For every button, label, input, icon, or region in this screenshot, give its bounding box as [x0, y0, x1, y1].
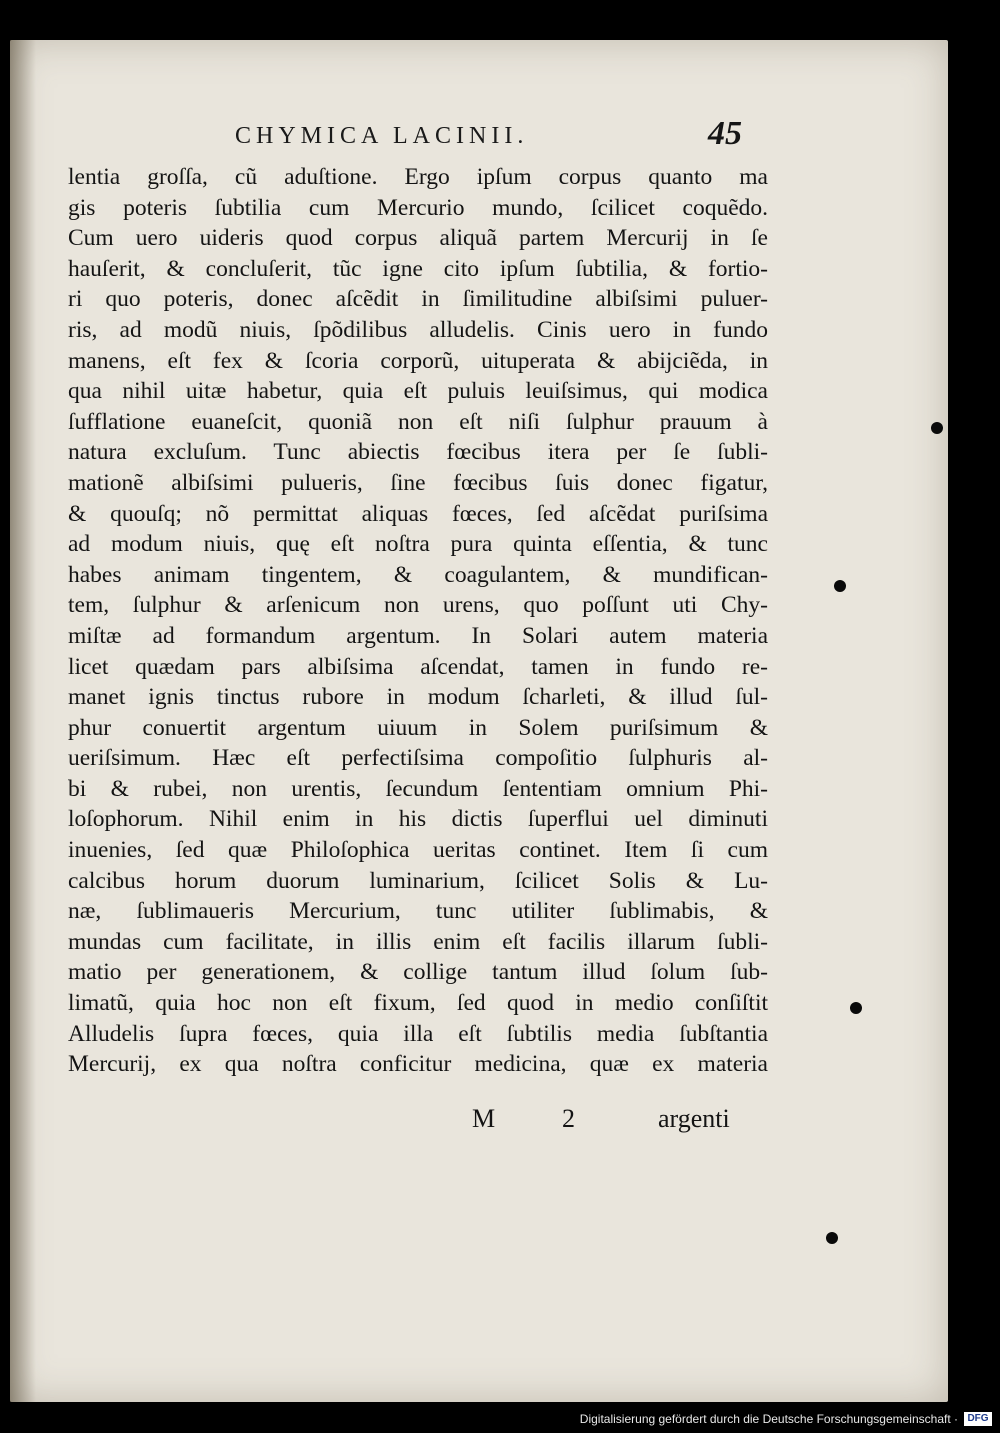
body-text: [68, 162, 768, 1080]
ink-spot: [931, 422, 943, 434]
ink-spot: [850, 1002, 862, 1014]
scanned-page: [10, 40, 948, 1402]
signature-number: 2: [562, 1104, 575, 1133]
funding-notice: Digitalisierung gefördert durch die Deutsche Forschungsgemeinschaft ·: [579, 1412, 958, 1426]
catchword: argenti: [658, 1104, 730, 1133]
running-title: CHYMICA LACINII.: [235, 123, 529, 149]
text-line: ri quo poteris, donec aſcẽdit in ſimilitudine albiſsimi puluer-: [68, 286, 768, 313]
signature-letter: M: [472, 1104, 496, 1133]
text-line: loſophorum. Nihil enim in his dictis ſuperflui uel diminuti: [68, 806, 768, 833]
page-header: [10, 115, 948, 155]
text-line: ad modum niuis, quę eſt noſtra pura quinta eſſentia, & tunc: [68, 531, 768, 558]
text-line: næ, ſublimaueris Mercurium, tunc utiliter ſublimabis, &: [68, 898, 768, 925]
text-line: miſtæ ad formandum argentum. In Solari autem materia: [68, 622, 768, 649]
text-line: qua nihil uitæ habetur, quia eſt puluis leuiſsimus, qui modica: [68, 378, 768, 405]
page-number: 45: [708, 115, 742, 152]
text-line: manet ignis tinctus rubore in modum ſcharleti, & illud ſul-: [68, 684, 768, 711]
text-line: tem, ſulphur & arſenicum non urens, quo poſſunt uti Chy-: [68, 592, 768, 619]
text-line: & quouſq; nõ permittat aliquas fœces, ſed aſcẽdat puriſsima: [68, 500, 768, 527]
catchline: [10, 1104, 948, 1144]
text-line: phur conuertit argentum uiuum in Solem puriſsimum &: [68, 714, 768, 741]
ink-spot: [834, 580, 846, 592]
text-line: hauſerit, & concluſerit, tũc igne cito ipſum ſubtilia, & fortio-: [68, 255, 768, 282]
text-line: matio per generationem, & collige tantum illud ſolum ſub-: [68, 959, 768, 986]
text-line: inuenies, ſed quæ Philoſophica ueritas continet. Item ſi cum: [68, 837, 768, 864]
text-line: mundas cum facilitate, in illis enim eſt facilis illarum ſubli-: [68, 928, 768, 955]
text-line: mationẽ albiſsimi pulueris, ſine fœcibus ſuis donec figatur,: [68, 469, 768, 496]
dfg-logo-icon: DFG: [964, 1412, 992, 1426]
text-line: ris, ad modũ niuis, ſpõdilibus alludelis. Cinis uero in fundo: [68, 316, 768, 343]
text-line: gis poteris ſubtilia cum Mercurio mundo, ſcilicet coquẽdo.: [68, 194, 768, 221]
text-line: Mercurij, ex qua noſtra conficitur medicina, quæ ex materia: [68, 1051, 768, 1078]
text-line: limatũ, quia hoc non eſt fixum, ſed quod in medio conſiſtit: [68, 990, 768, 1017]
text-line: Cum uero uideris quod corpus aliquã partem Mercurij in ſe: [68, 225, 768, 252]
text-line: natura excluſum. Tunc abiectis fœcibus itera per ſe ſubli-: [68, 439, 768, 466]
text-line: bi & rubei, non urentis, ſecundum ſententiam omnium Phi-: [68, 775, 768, 802]
text-line: licet quædam pars albiſsima aſcendat, tamen in fundo re-: [68, 653, 768, 680]
text-line: manens, eſt fex & ſcoria corporũ, uituperata & abijciẽda, in: [68, 347, 768, 374]
footer-bar: [0, 1408, 1000, 1433]
text-line: Alludelis ſupra fœces, quia illa eſt ſubtilis media ſubſtantia: [68, 1020, 768, 1047]
text-line: ueriſsimum. Hæc eſt perfectiſsima compoſitio ſulphuris al-: [68, 745, 768, 772]
text-line: ſufflatione euaneſcit, quoniã non eſt niſi ſulphur prauum à: [68, 408, 768, 435]
text-line: habes animam tingentem, & coagulantem, & mundifican-: [68, 561, 768, 588]
ink-spot: [826, 1232, 838, 1244]
text-line: calcibus horum duorum luminarium, ſcilicet Solis & Lu-: [68, 867, 768, 894]
text-line: lentia groſſa, cũ aduſtione. Ergo ipſum corpus quanto ma: [68, 164, 768, 190]
